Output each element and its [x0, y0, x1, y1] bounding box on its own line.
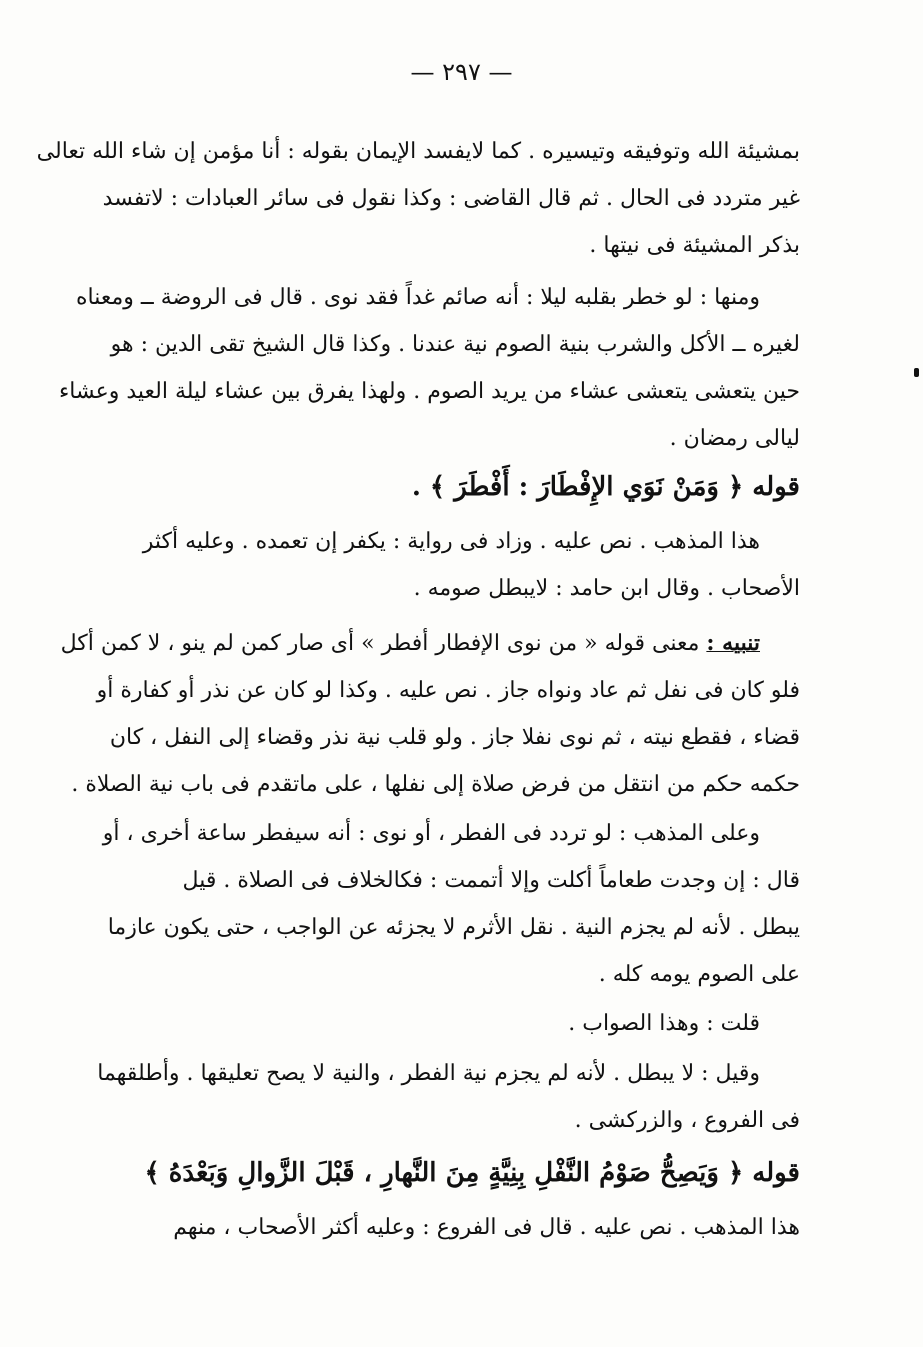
heading-line: قوله ﴿ وَيَصِحُّ صَوْمُ النَّفْلِ بِنِيَّةٍ مِنَ النَّهارِ ، قَبْلَ الزَّوالِ وَبَعْدَهُ ﴾ [144, 1158, 800, 1188]
text-line: هذا المذهب . نص عليه . قال فى الفروع : وعليه أكثر الأصحاب ، منهم [173, 1215, 800, 1240]
text-line-content: معنى قوله « من نوى الإفطار أفطر » أى صار كمن لم ينو ، لا كمن أكل [60, 631, 700, 656]
paragraph-3 [142, 518, 800, 612]
heading-line: قوله ﴿ وَمَنْ نَوَي الإِفْطَارَ : أَفْطَرَ ﴾ . [411, 472, 800, 502]
text-line: وعلى المذهب : لو تردد فى الفطر ، أو نوى : أنه سيفطر ساعة أخرى ، أو [102, 821, 760, 846]
paragraph-5 [102, 810, 800, 998]
text-line: يبطل . لأنه لم يجزم النية . نقل الأثرم لا يجزئه عن الواجب ، حتى يكون عازما [107, 915, 800, 940]
page-number: — ٢٩٧ — [410, 58, 513, 86]
paragraph-1 [36, 128, 800, 269]
text-line: على الصوم يومه كله . [598, 962, 800, 987]
text-line: فى الفروع ، والزركشى . [574, 1108, 800, 1133]
margin-mark [914, 368, 919, 377]
text-line: لغيره ــ الأكل والشرب بنية الصوم نية عندنا . وكذا قال الشيخ تقى الدين : هو [110, 332, 800, 357]
paragraph-tanbih [60, 620, 800, 808]
text-line: فلو كان فى نفل ثم عاد ونواه جاز . نص عليه . وكذا لو كان عن نذر أو كفارة أو [96, 678, 800, 703]
paragraph-8 [148, 1204, 800, 1251]
paragraph-2 [58, 274, 800, 462]
text-line: حين يتعشى يتعشى عشاء من يريد الصوم . ولهذا يفرق بين عشاء ليلة العيد وعشاء [58, 379, 800, 404]
text-line: وقيل : لا يبطل . لأنه لم يجزم نية الفطر ، والنية لا يصح تعليقها . وأطلقهما [97, 1061, 760, 1086]
text-line: قال : إن وجدت طعاماً أكلت وإلا أتممت : فكالخلاف فى الصلاة . قيل [182, 868, 800, 893]
text-line: حكمه حكم من انتقل من فرض صلاة إلى نفلها ، على ماتقدم فى باب نية الصلاة . [71, 772, 800, 797]
text-line: غير متردد فى الحال . ثم قال القاضى : وكذا نقول فى سائر العبادات : لاتفسد [102, 186, 800, 211]
text-line: ومنها : لو خطر بقلبه ليلا : أنه صائم غداً فقد نوى . قال فى الروضة ــ ومعناه [75, 285, 760, 310]
text-line: قلت : وهذا الصواب . [568, 1011, 760, 1036]
text-line: بذكر المشيئة فى نيتها . [589, 233, 800, 258]
paragraph-7 [97, 1050, 800, 1144]
text-line: ليالى رمضان . [669, 426, 800, 451]
tanbih-label: تنبيه : [706, 630, 760, 656]
text-line [60, 620, 800, 667]
section-heading-1 [148, 464, 800, 511]
section-heading-2 [144, 1150, 800, 1197]
paragraph-6 [148, 1000, 800, 1047]
text-line: قضاء ، فقطع نيته ، ثم نوى نفلا جاز . ولو قلب نية نذر وقضاء إلى النفل ، كان [109, 725, 800, 750]
text-line: الأصحاب . وقال ابن حامد : لايبطل صومه . [413, 576, 800, 601]
text-line: هذا المذهب . نص عليه . وزاد فى رواية : يكفر إن تعمده . وعليه أكثر [142, 529, 760, 554]
text-line: بمشيئة الله وتوفيقه وتيسيره . كما لايفسد الإيمان بقوله : أنا مؤمن إن شاء الله تعالى [36, 139, 800, 164]
